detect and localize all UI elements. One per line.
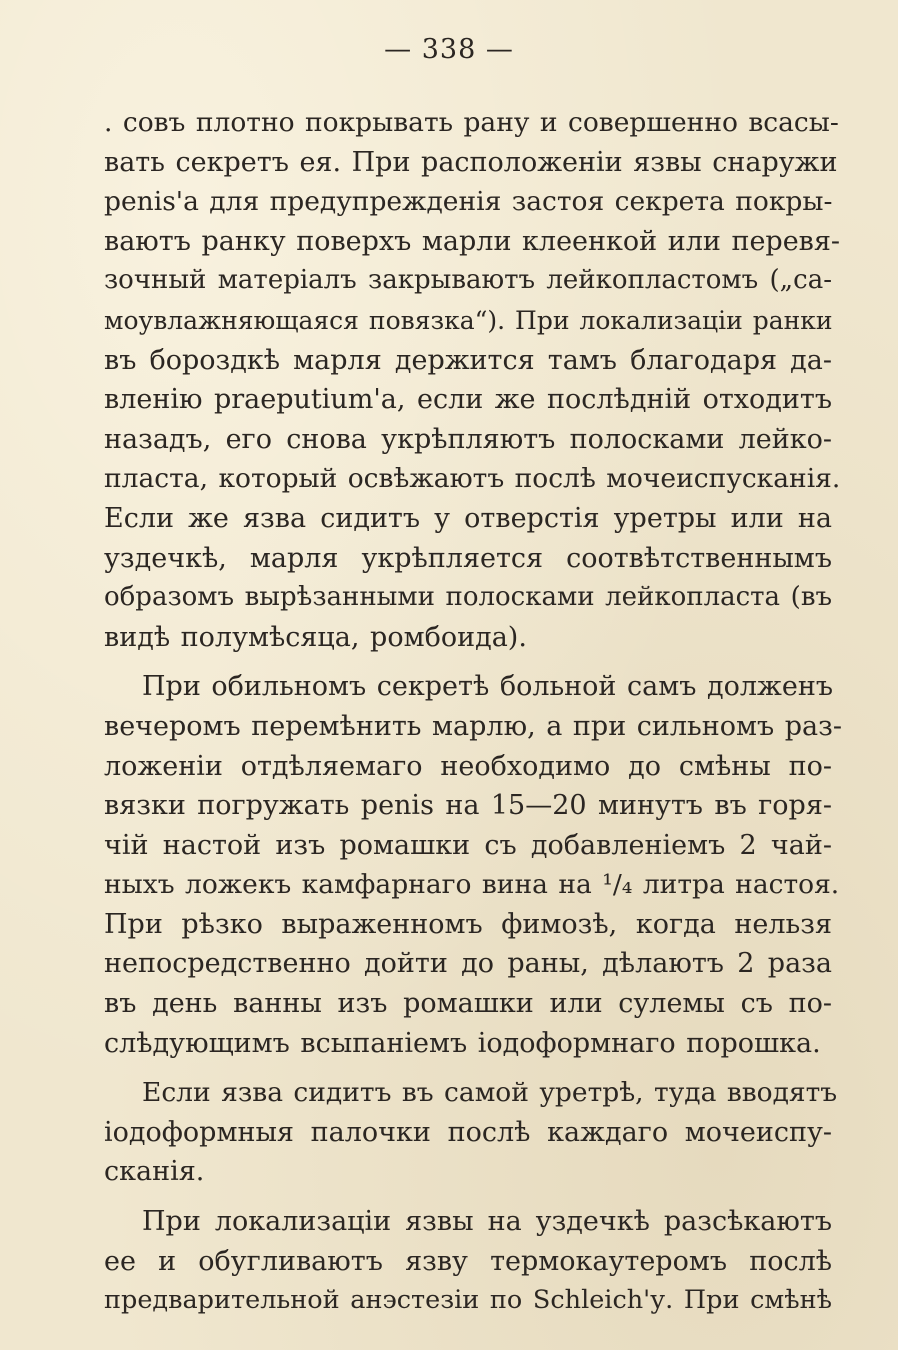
text-line: penis'а для предупрежденія застоя секрета покры- [104,186,833,218]
text-line: моувлажняющаяся повязка“). При локализаціи ранки [104,305,833,335]
text-line: ее и обугливаютъ язву термокаутеромъ послѣ [104,1245,832,1277]
text-line: непосредственно дойти до раны, дѣлаютъ 2 раза [104,948,832,980]
text-line: въ бороздкѣ марля держится тамъ благодаря да- [104,344,832,376]
text-line: Если же язва сидитъ у отверстія уретры или на [104,502,832,534]
text-line: въ день ванны изъ ромашки или сулемы съ по- [104,988,832,1020]
text-line: іодоформныя палочки послѣ каждаго мочеиспу- [104,1116,832,1148]
text-line: чій настой изъ ромашки съ добавленіемъ 2 чай- [104,829,832,861]
text-line: сканія. [104,1156,205,1188]
text-line: ваютъ ранку поверхъ марли клеенкой или перевя- [104,225,841,257]
text-line: ныхъ ложекъ камфарнаго вина на ¹/₄ литра настоя. [104,869,840,901]
text-line: видѣ полумѣсяца, ромбоида). [104,621,527,653]
text-line: При обильномъ секретѣ больной самъ долженъ [142,671,834,703]
paragraph-1 [104,103,841,657]
page-number: — 338 — [384,34,514,65]
text-line: Если язва сидитъ въ самой уретрѣ, туда вводятъ [142,1077,838,1109]
text-line: образомъ вырѣзанными полосками лейкопласта (въ [104,582,832,613]
text-line: При локализаціи язвы на уздечкѣ разсѣкаютъ [142,1206,832,1238]
body-text [104,103,842,1321]
text-line: предварительной анэстезіи по Schleich'у. При смѣнѣ [104,1285,832,1316]
text-line: пласта, который освѣжаютъ послѣ мочеиспусканія. [104,463,841,495]
text-line: уздечкѣ, марля укрѣпляется соотвѣтственнымъ [104,542,832,574]
text-line: . совъ плотно покрывать рану и совершенно всасы- [104,107,839,138]
text-line: ложеніи отдѣляемаго необходимо до смѣны по- [104,750,832,782]
text-line: вать секретъ ея. При расположеніи язвы снаружи [104,146,838,178]
text-line: зочный матеріалъ закрываютъ лейкопластомъ („са- [104,265,832,296]
text-line: При рѣзко выраженномъ фимозѣ, когда нельзя [104,908,832,940]
paragraph-2 [104,667,842,1063]
paragraph-4 [104,1202,832,1321]
text-line: вечеромъ перемѣнить марлю, а при сильномъ раз- [104,710,842,742]
text-line: назадъ, его снова укрѣпляютъ полосками лейко- [104,423,832,455]
paragraph-3 [104,1073,838,1192]
text-line: слѣдующимъ всыпаніемъ іодоформнаго порошка. [104,1027,821,1059]
text-line: вленію praeputium'а, если же послѣдній отходитъ [104,384,832,416]
text-line: вязки погружать penis на 15—20 минутъ въ горя- [104,790,832,822]
